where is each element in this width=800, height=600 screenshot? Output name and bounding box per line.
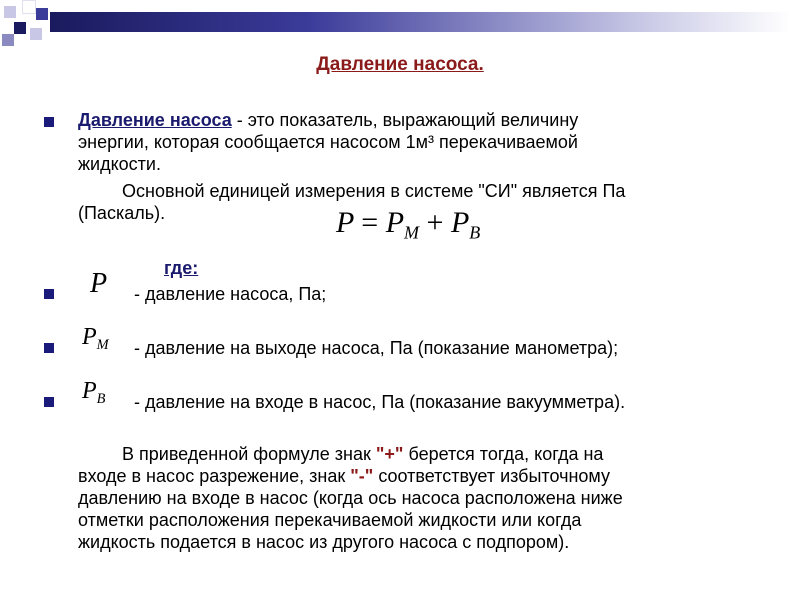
symbol-letter: P bbox=[90, 268, 108, 299]
formula-term: P bbox=[450, 206, 470, 239]
deco-square bbox=[22, 0, 36, 14]
symbol-letter: P bbox=[82, 378, 97, 404]
bullet-marker bbox=[44, 117, 54, 127]
minus-sign: "-" bbox=[350, 466, 374, 486]
deco-square bbox=[4, 6, 16, 18]
note-paragraph bbox=[78, 443, 778, 553]
note-text: жидкость подается в насос из другого насоса с подпором). bbox=[78, 532, 570, 552]
unit-line: Основной единицей измерения в системе "СИ" является Па bbox=[122, 181, 626, 201]
pressure-formula bbox=[336, 206, 480, 243]
symbol-letter: P bbox=[82, 324, 97, 350]
formula-equals: = bbox=[361, 206, 379, 239]
definition-line: энергии, которая сообщается насосом 1м³ перекачиваемой bbox=[78, 132, 578, 152]
bullet-marker bbox=[44, 397, 54, 407]
symbol-pm bbox=[82, 324, 109, 354]
symbol-subscript: M bbox=[96, 337, 109, 354]
plus-sign: "+" bbox=[375, 444, 404, 464]
header-decoration bbox=[0, 0, 800, 50]
formula-lhs: P bbox=[336, 206, 354, 239]
formula-term: P bbox=[385, 206, 405, 239]
note-text: соответствует избыточному bbox=[373, 466, 610, 486]
note-text: берется тогда, когда на bbox=[403, 444, 604, 464]
definition-term: Давление насоса bbox=[78, 110, 232, 130]
deco-square bbox=[36, 8, 48, 20]
formula-subscript: B bbox=[469, 222, 481, 243]
formula-subscript: M bbox=[404, 222, 420, 243]
definition-line: жидкости. bbox=[78, 154, 161, 174]
definition-paragraph bbox=[78, 109, 778, 175]
bullet-marker bbox=[44, 289, 54, 299]
header-gradient-bar bbox=[50, 12, 790, 32]
deco-square bbox=[2, 34, 14, 46]
note-text: В приведенной формуле знак bbox=[122, 444, 376, 464]
definition-text: - это показатель, выражающий величину bbox=[231, 110, 579, 130]
definition-item: - давление на выходе насоса, Па (показание манометра); bbox=[134, 338, 619, 358]
symbol-pb bbox=[82, 378, 105, 408]
slide-title: Давление насоса. bbox=[316, 54, 484, 75]
definition-item: - давление насоса, Па; bbox=[134, 284, 327, 304]
note-text: входе в насос разрежение, знак bbox=[78, 466, 351, 486]
unit-line: (Паскаль). bbox=[78, 203, 166, 223]
where-label: где: bbox=[164, 258, 199, 278]
symbol-p bbox=[90, 268, 107, 300]
symbol-subscript: B bbox=[96, 391, 106, 408]
deco-square bbox=[14, 22, 26, 34]
formula-plus: + bbox=[426, 206, 444, 239]
note-text: давлению на входе в насос (когда ось насоса расположена ниже bbox=[78, 488, 623, 508]
definition-item: - давление на входе в насос, Па (показание вакуумметра). bbox=[134, 392, 626, 412]
bullet-marker bbox=[44, 343, 54, 353]
note-text: отметки расположения перекачиваемой жидкости или когда bbox=[78, 510, 582, 530]
deco-square bbox=[30, 28, 42, 40]
